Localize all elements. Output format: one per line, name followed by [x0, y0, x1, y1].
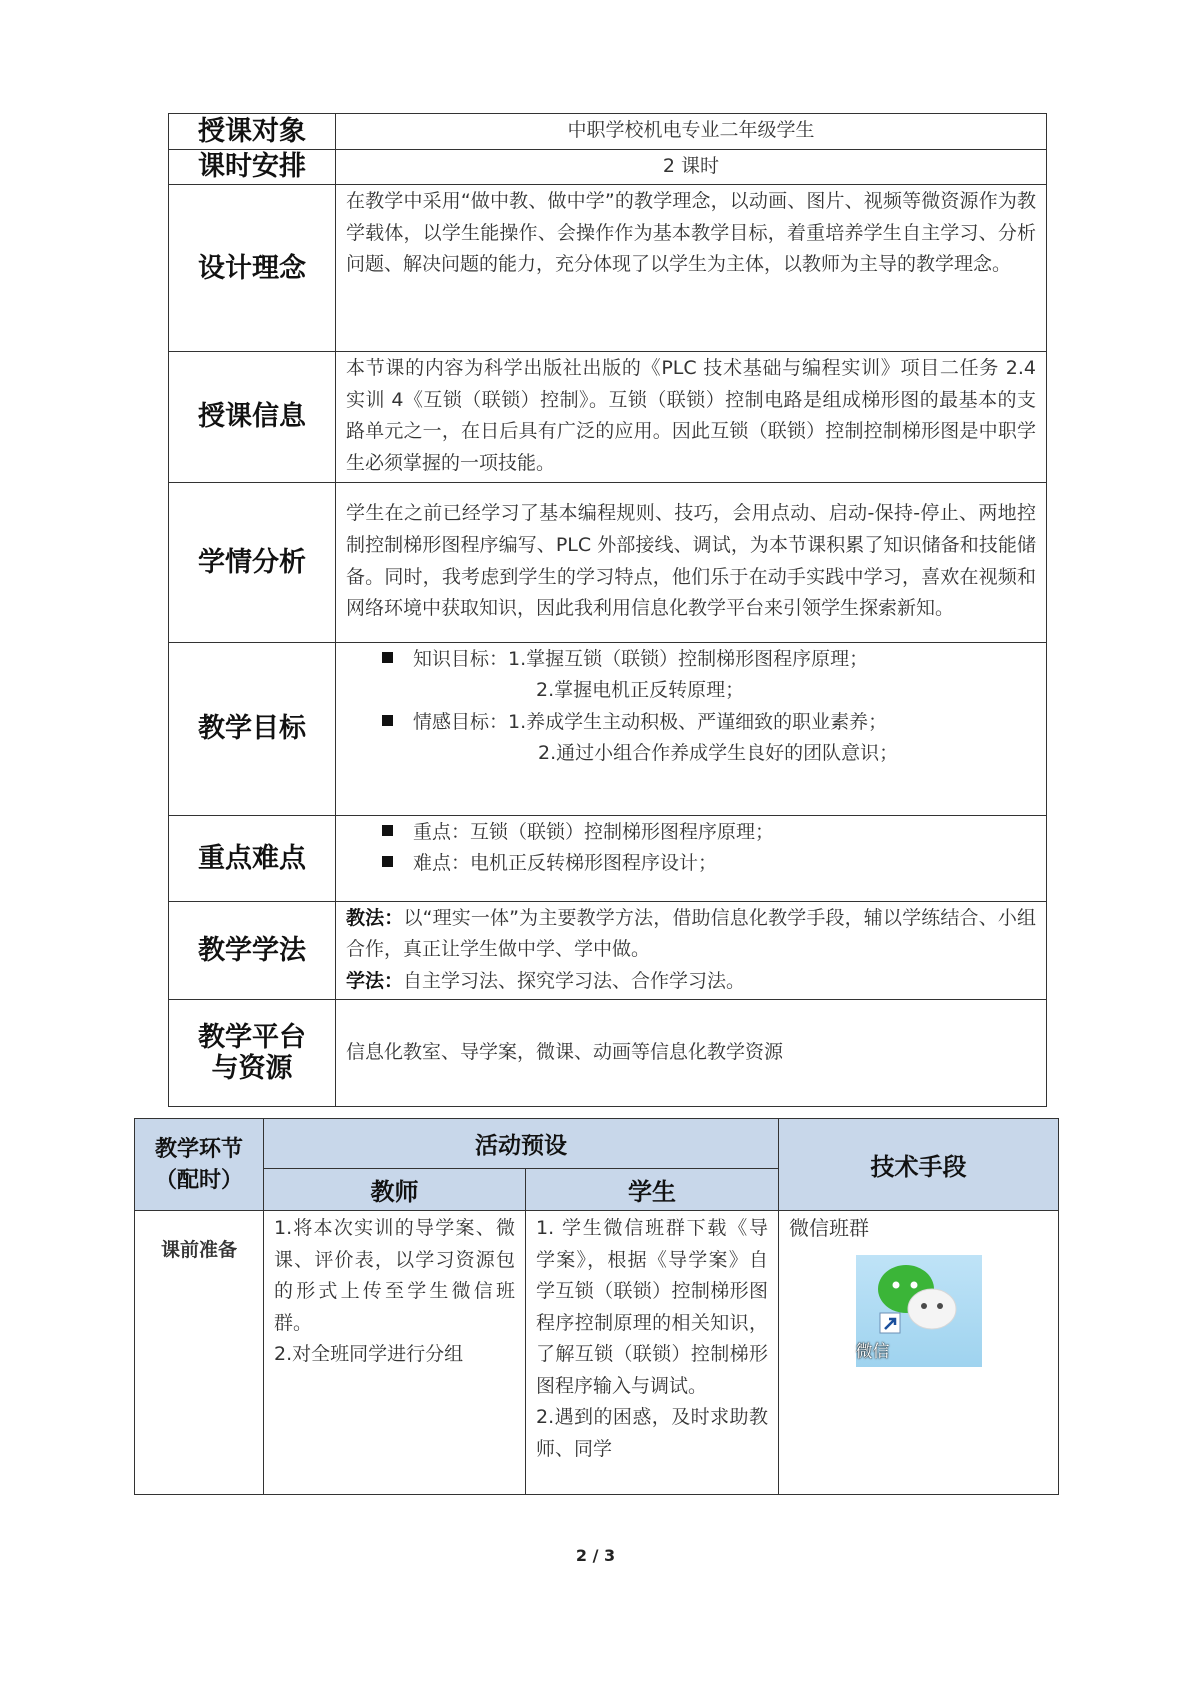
wechat-shortcut	[856, 1255, 982, 1367]
row-platform	[169, 1000, 1047, 1107]
label-design: 设计理念	[169, 185, 336, 352]
row-methods	[169, 901, 1047, 1000]
tech-means	[779, 1211, 1059, 1495]
goal-knowledge: 知识目标：1.掌握互锁（联锁）控制梯形图程序原理；	[346, 644, 1036, 676]
lesson-info-table	[168, 113, 1047, 1107]
goal-emotion: 情感目标：1.养成学生主动积极、严谨细致的职业素养；	[346, 707, 1036, 739]
row-hours	[169, 149, 1047, 185]
label-analysis: 学情分析	[169, 482, 336, 642]
header-teacher: 教师	[264, 1169, 526, 1211]
learn-method: 学法：自主学习法、探究学习法、合作学习法。	[346, 969, 746, 992]
label-platform: 教学平台 与资源	[169, 1000, 336, 1107]
row-target	[169, 114, 1047, 150]
teacher-activity: 1.将本次实训的导学案、微课、评价表，以学习资源包的形式上传至学生微信班群。 2.对全班同学进行分组	[264, 1211, 526, 1495]
goal-emotion-2: 2.通过小组合作养成学生良好的团队意识；	[538, 742, 899, 765]
value-analysis: 学生在之前已经学习了基本编程规则、技巧，会用点动、启动-保持-停止、两地控制控制梯形图程序编写、PLC 外部接线、调试，为本节课积累了知识储备和技能储备。同时，我考虑到学生的学习特点，他们乐于在动手实践中学习，喜欢在视频和网络环境中获取知识，因此我利用信息化教学平台来引领学生探索新知。	[336, 482, 1047, 642]
stage-prepare: 课前准备	[135, 1211, 264, 1495]
bullet-square-icon	[382, 825, 393, 836]
label-key-points: 重点难点	[169, 815, 336, 901]
wechat-icon-label: 微信	[855, 1341, 890, 1362]
row-analysis	[169, 482, 1047, 642]
label-hours: 课时安排	[169, 149, 336, 185]
label-target: 授课对象	[169, 114, 336, 150]
label-goals: 教学目标	[169, 642, 336, 815]
value-hours: 2 课时	[336, 149, 1047, 185]
tech-label: 微信班群	[789, 1216, 869, 1240]
page-number: 2 / 3	[575, 1546, 616, 1565]
header-tech: 技术手段	[779, 1119, 1059, 1211]
row-goals	[169, 642, 1047, 815]
bullet-square-icon	[382, 856, 393, 867]
label-course-info: 授课信息	[169, 352, 336, 482]
value-design: 在教学中采用“做中教、做中学”的教学理念，以动画、图片、视频等微资源作为教学载体，以学生能操作、会操作作为基本教学目标，着重培养学生自主学习、分析问题、解决问题的能力，充分体现了以学生为主体，以教师为主导的教学理念。	[336, 185, 1047, 352]
value-course-info: 本节课的内容为科学出版社出版的《PLC 技术基础与编程实训》项目二任务 2.4 实训 4《互锁（联锁）控制》。互锁（联锁）控制电路是组成梯形图的最基本的支路单元之一，在日后具有广泛的应用。因此互锁（联锁）控制控制梯形图是中职学生必须掌握的一项技能。	[336, 352, 1047, 482]
header-student: 学生	[526, 1169, 779, 1211]
key-point: 重点：互锁（联锁）控制梯形图程序原理；	[346, 817, 1036, 849]
goal-knowledge-2: 2.掌握电机正反转原理；	[536, 679, 745, 702]
value-methods	[336, 901, 1047, 1000]
lesson-plan-table	[134, 1118, 1059, 1495]
row-key-points	[169, 815, 1047, 901]
value-key-points	[336, 815, 1047, 901]
bullet-square-icon	[382, 652, 393, 663]
header-stage: 教学环节 （配时）	[135, 1119, 264, 1211]
difficult-point: 难点：电机正反转梯形图程序设计；	[346, 848, 1036, 880]
row-course-info	[169, 352, 1047, 482]
value-goals	[336, 642, 1047, 815]
bullet-square-icon	[382, 715, 393, 726]
row-design	[169, 185, 1047, 352]
label-methods: 教学学法	[169, 901, 336, 1000]
student-activity: 1. 学生微信班群下载《导学案》，根据《导学案》自学互锁（联锁）控制梯形图程序控制原理的相关知识，了解互锁（联锁）控制梯形图程序输入与调试。 2.遇到的困惑，及时求助教师、同学	[526, 1211, 779, 1495]
value-target: 中职学校机电专业二年级学生	[336, 114, 1047, 150]
teach-method: 教法：以“理实一体”为主要教学方法，借助信息化教学手段，辅以学练结合、小组合作，真正让学生做中学、学中做。	[346, 906, 1036, 961]
plan-header-row-1	[135, 1119, 1059, 1169]
value-platform: 信息化教室、导学案，微课、动画等信息化教学资源	[336, 1000, 1047, 1107]
plan-row-prepare	[135, 1211, 1059, 1495]
header-activity: 活动预设	[264, 1119, 779, 1169]
